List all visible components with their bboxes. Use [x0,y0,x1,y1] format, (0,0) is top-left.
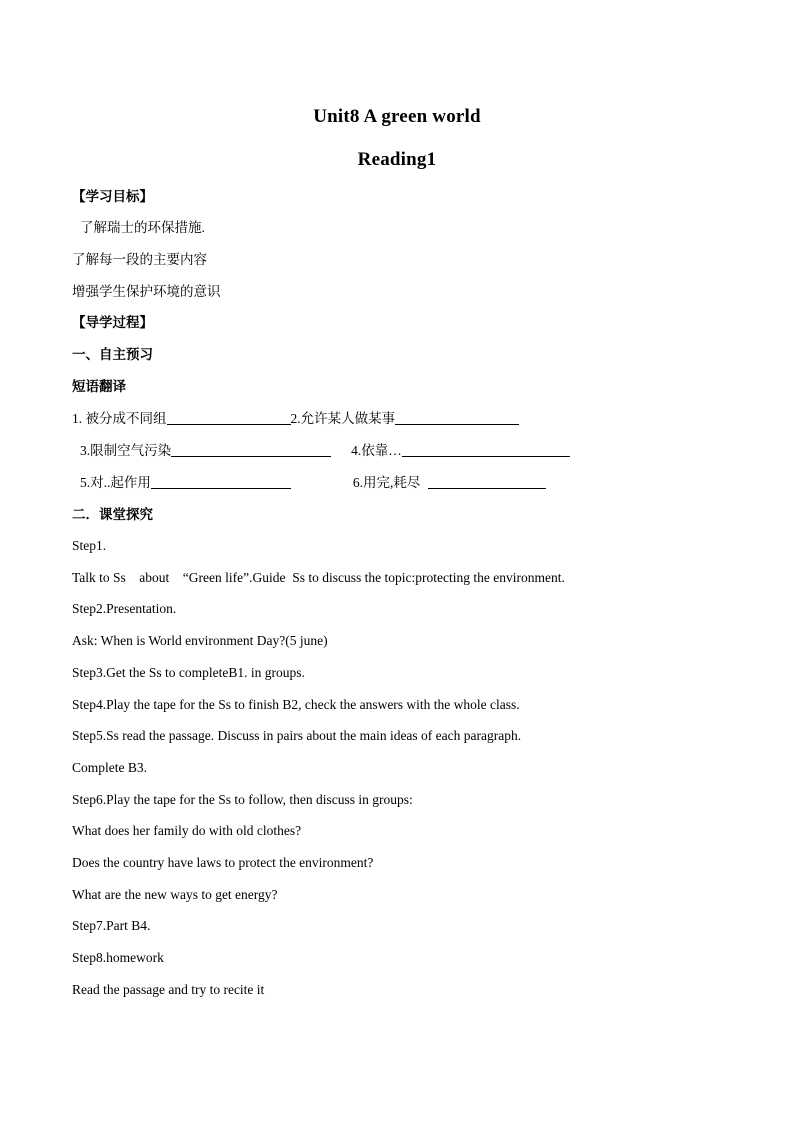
step-line: Step7.Part B4. [72,918,151,933]
goal-item: 增强学生保护环境的意识 [72,284,221,299]
phrase-row-1 [72,410,519,428]
part1-heading: 一、自主预习 [72,347,153,362]
phrase-5: 5.对..起作用 [80,475,151,490]
answer-blank[interactable] [167,410,291,425]
section-process-heading: 【导学过程】 [72,315,153,330]
step-line: Step5.Ss read the passage. Discuss in pairs about the main ideas of each paragraph. [72,728,522,743]
goal-item: 了解瑞士的环保措施. [80,220,205,235]
phrase-3: 3.限制空气污染 [80,443,172,458]
phrase-1: 1. 被分成不同组 [72,411,167,426]
answer-blank[interactable] [428,474,546,489]
phrase-heading: 短语翻译 [72,379,126,394]
step-line: Talk to Ss about “Green life”.Guide Ss to discuss the topic:protecting the environment. [72,570,565,585]
step-line: Step4.Play the tape for the Ss to finish B2, check the answers with the whole class. [72,697,520,712]
step-line: Step8.homework [72,950,164,965]
step-line: Step1. [72,538,107,553]
goal-item: 了解每一段的主要内容 [72,252,207,267]
phrase-row-3 [80,474,546,492]
answer-blank[interactable] [151,474,291,489]
step-line: Does the country have laws to protect the environment? [72,855,374,870]
phrase-2: 2.允许某人做某事 [290,411,396,426]
step-line: Ask: When is World environment Day?(5 june) [72,633,328,648]
phrase-6: 6.用完,耗尽 [352,475,421,490]
step-line: Step2.Presentation. [72,601,177,616]
phrase-row-2 [80,442,570,460]
step-line: What are the new ways to get energy? [72,887,278,902]
step-line: Read the passage and try to recite it [72,982,265,997]
answer-blank[interactable] [395,410,519,425]
page-title: Unit8 A green world [313,106,481,127]
step-line: Complete B3. [72,760,147,775]
page-subtitle: Reading1 [357,149,437,170]
step-line: Step6.Play the tape for the Ss to follow, then discuss in groups: [72,792,413,807]
section-goals-heading: 【学习目标】 [72,189,153,204]
step-line: What does her family do with old clothes? [72,823,302,838]
answer-blank[interactable] [171,442,331,457]
phrase-4: 4.依靠… [351,443,402,458]
part2-heading: 二．课堂探究 [72,507,153,522]
step-line: Step3.Get the Ss to completeB1. in groups. [72,665,305,680]
answer-blank[interactable] [402,442,570,457]
